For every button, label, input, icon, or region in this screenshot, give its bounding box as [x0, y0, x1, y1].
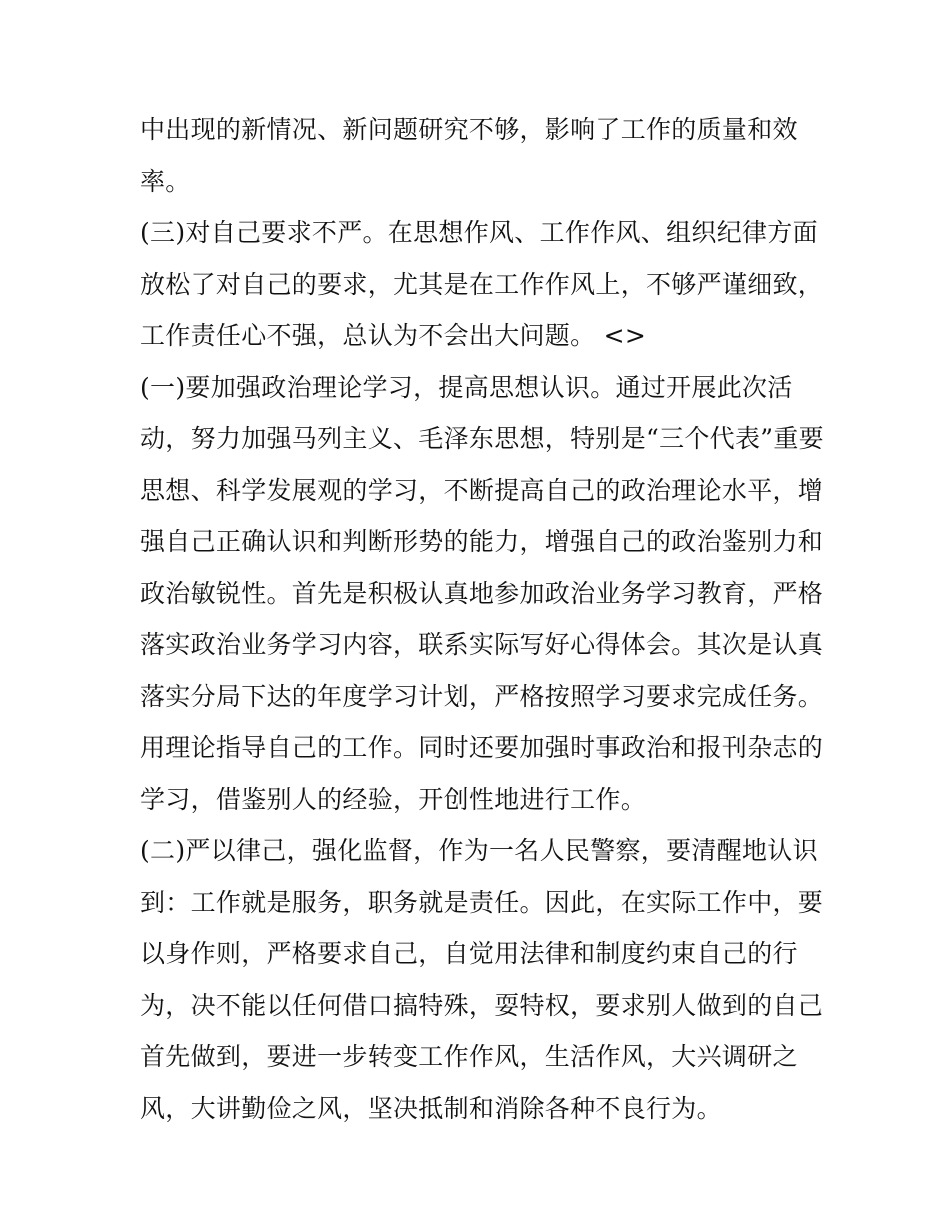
text-line: 到：工作就是服务，职务就是责任。因此，在实际工作中，要	[140, 887, 824, 917]
text-line: 为，决不能以任何借口搞特殊，耍特权，要求别人做到的自己	[140, 990, 824, 1020]
text-line: 思想、科学发展观的学习，不断提高自己的政治理论水平，增	[140, 475, 824, 505]
text-line: (一)要加强政治理论学习，提高思想认识。通过开展此次活	[140, 372, 793, 402]
text-line: 学习，借鉴别人的经验，开创性地进行工作。	[140, 784, 647, 814]
text-line: (三)对自己要求不严。在思想作风、工作作风、组织纪律方面	[140, 218, 818, 247]
text-line: 中出现的新情况、新问题研究不够，影响了工作的质量和效	[140, 115, 798, 144]
text-line: 动，努力加强马列主义、毛泽东思想，特别是“三个代表”重要	[140, 424, 824, 453]
text-line: 政治敏锐性。首先是积极认真地参加政治业务学习教育，严格	[140, 578, 824, 608]
text-line: 风，大讲勤俭之风，坚决抵制和消除各种不良行为。	[140, 1093, 722, 1123]
text-line: 首先做到，要进一步转变工作作风，生活作风，大兴调研之	[140, 1042, 798, 1071]
text-line: 率。	[140, 166, 191, 196]
text-line: (二)严以律己，强化监督，作为一名人民警察，要清醒地认识	[140, 836, 818, 865]
text-line: 用理论指导自己的工作。同时还要加强时事政治和报刊杂志的	[140, 733, 824, 762]
text-line: 放松了对自己的要求，尤其是在工作作风上，不够严谨细致，	[140, 269, 824, 299]
text-line: 强自己正确认识和判断形势的能力，增强自己的政治鉴别力和	[140, 527, 824, 556]
text-line: 落实分局下达的年度学习计划，严格按照学习要求完成任务。	[140, 681, 824, 711]
text-line: 落实政治业务学习内容，联系实际写好心得体会。其次是认真	[140, 630, 824, 659]
text-line: 工作责任心不强，总认为不会出大问题。 <>	[140, 321, 647, 350]
text-line: 以身作则，严格要求自己，自觉用法律和制度约束自己的行	[140, 939, 798, 968]
document-body	[140, 104, 824, 1134]
